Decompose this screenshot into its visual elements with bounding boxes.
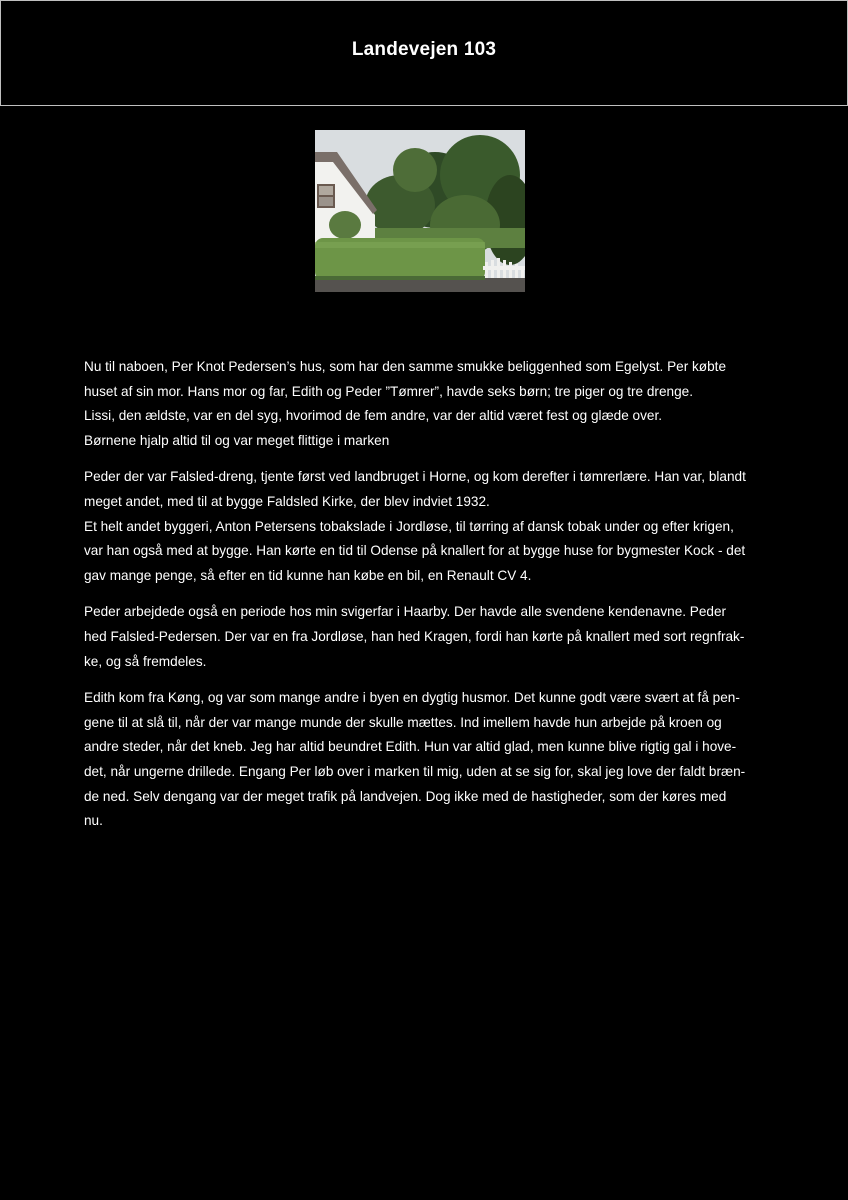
text-line: Et helt andet byggeri, Anton Petersens tobakslade i Jordløse, til tørring af dansk tobak under og efter krigen,: [84, 518, 734, 534]
text-line: var han også med at bygge. Han kørte en tid til Odense på knallert for at bygge huse for bygmester Kock - det: [84, 543, 746, 559]
text-line: gav mange penge, så efter en tid kunne han købe en bil, en Renault CV 4.: [84, 567, 532, 583]
text-line: meget andet, med til at bygge Faldsled Kirke, der blev indviet 1932.: [84, 493, 490, 509]
text-line: det, når ungerne drillede. Engang Per løb over i marken til mig, uden at se sig for, skal jeg love der faldt bræn-: [84, 763, 746, 779]
paragraph: [84, 355, 784, 453]
paragraph: [84, 465, 784, 588]
text-line: Nu til naboen, Per Knot Pedersen’s hus, som har den samme smukke beliggenhed som Egelyst. Per købte: [84, 359, 727, 374]
text-line: huset af sin mor. Hans mor og far, Edith og Peder ”Tømrer”, havde seks børn; tre piger og tre drenge.: [84, 383, 693, 399]
text-line: gene til at slå til, når der var mange munde der skulle mættes. Ind imellem havde hun arbejde på kroen og: [84, 714, 722, 730]
paragraph: [84, 600, 784, 674]
header-box: [0, 0, 848, 106]
text-line: Peder arbejdede også en periode hos min svigerfar i Haarby. Der havde alle svendene kendenavne. Peder: [84, 604, 727, 620]
text-line: Peder der var Falsled-dreng, tjente først ved landbruget i Horne, og kom derefter i tømrerlære. Han var, blandt: [84, 469, 746, 485]
text-line: Edith kom fra Køng, og var som mange andre i byen en dygtig husmor. Det kunne godt være svært at få pen-: [84, 690, 740, 706]
text-line: de ned. Selv dengang var der meget trafik på landvejen. Dog ikke med de hastigheder, som der køres med: [84, 788, 727, 804]
page-title: Landevejen 103: [351, 39, 497, 60]
text-line: andre steder, når det kneb. Jeg har altid beundret Edith. Hun var altid glad, men kunne blive rigtig gal i hove-: [84, 739, 737, 755]
text-line: ke, og så fremdeles.: [84, 653, 207, 669]
paragraph: [84, 686, 784, 834]
house-garden-photo: [315, 130, 525, 292]
text-line: Lissi, den ældste, var en del syg, hvorimod de fem andre, var der altid været fest og glæde over.: [84, 408, 663, 424]
text-line: hed Falsled-Pedersen. Der var en fra Jordløse, han hed Kragen, fordi han kørte på knallert med sort regnfrak-: [84, 628, 745, 644]
text-line: nu.: [84, 813, 103, 829]
text-line: Børnene hjalp altid til og var meget flittige i marken: [84, 432, 390, 448]
article-body: [84, 355, 784, 846]
